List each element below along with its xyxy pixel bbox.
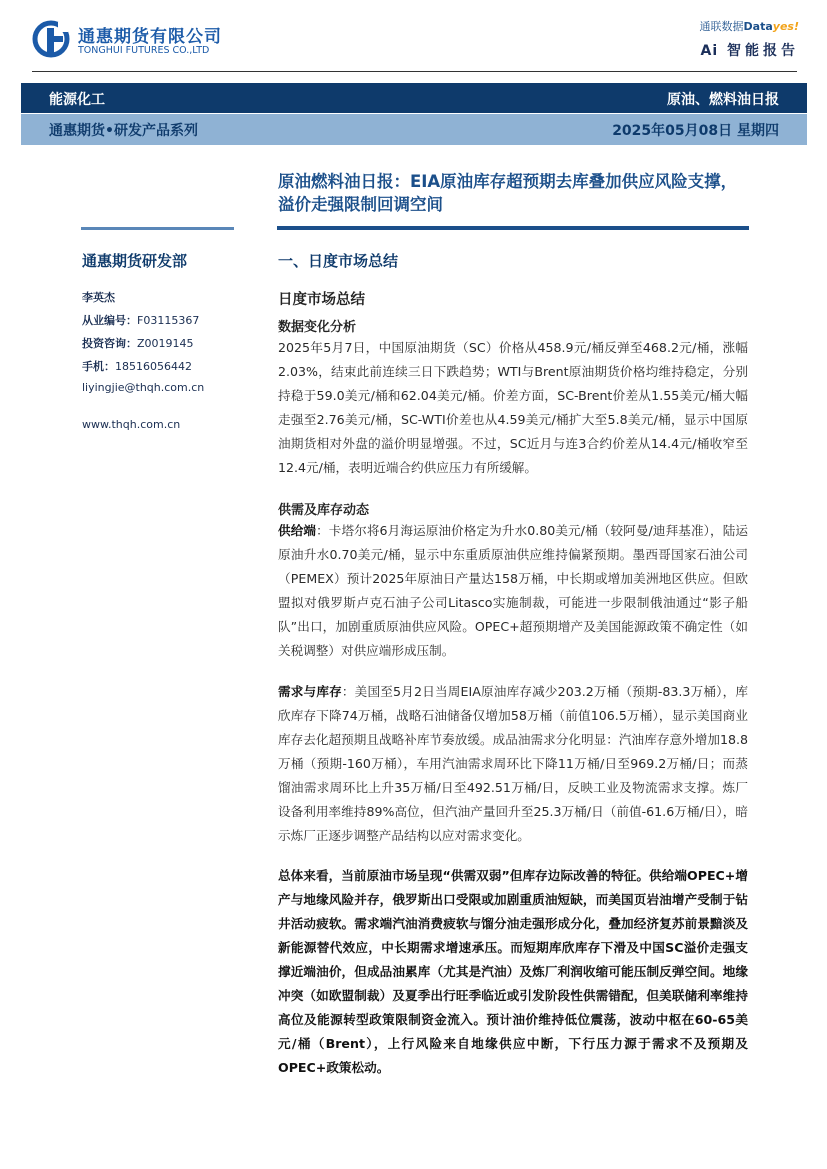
company-name-cn: 通惠期货有限公司	[78, 27, 222, 47]
ai-prefix: Ai	[700, 43, 719, 59]
datayes-brand	[700, 18, 799, 34]
department-name: 通惠期货研发部	[82, 252, 188, 270]
phone-number: 手机：18516056442	[82, 360, 192, 373]
company-name-en: TONGHUI FUTURES CO.,LTD	[78, 45, 210, 56]
summary-paragraph: 总体来看，当前原油市场呈现“供需双弱”但库存边际改善的特征。供给端OPEC+增产与地缘风险并存，俄罗斯出口受限或加剧重质油短缺，而美国页岩油增产受制于钻井活动疲软。需求端汽油消费疲软与馏分油走强形成分化，叠加经济复苏前景黯淡及新能源替代效应，中长期需求增速承压。而短期库欣库存下滑及中国SC溢价走强支撑近端油价，但成品油累库（尤其是汽油）及炼厂利润收缩可能压制反弹空间。地缘冲突（如欧盟制裁）及夏季出行旺季临近或引发阶段性供需错配，但美联储利率维持高位及能源转型政策限制资金流入。预计油价维持低位震荡，波动中枢在60-65美元/桶（Brent），上行风险来自地缘供应中断，下行压力源于需求不及预期及OPEC+政策松动。	[278, 868, 748, 1075]
demand-lead: 需求与库存	[278, 684, 342, 699]
header-divider	[32, 71, 797, 72]
section-heading: 一、日度市场总结	[278, 252, 399, 270]
supply-paragraph	[278, 519, 748, 663]
supply-lead: 供给端	[278, 523, 317, 538]
ai-report-text: 智能报告	[727, 43, 799, 59]
report-title: 原油燃料油日报：EIA原油库存超预期去库叠加供应风险支撑，溢价走强限制回调空间	[278, 172, 738, 214]
ai-report-label	[700, 40, 799, 60]
datayes-yes: yes!	[772, 20, 799, 33]
website-link[interactable]: www.thqh.com.cn	[82, 418, 181, 431]
series-label: 通惠期货•研发产品系列	[49, 123, 198, 139]
sector-label: 能源化工	[49, 92, 105, 108]
demand-paragraph	[278, 680, 748, 848]
data-analysis-heading: 数据变化分析	[278, 320, 357, 335]
sector-banner	[21, 83, 807, 113]
demand-text: ：美国至5月2日当周EIA原油库存减少203.2万桶（预期-83.3万桶），库欣库存下降74万桶，战略石油储备仅增加58万桶（前值106.5万桶），显示美国商业库存去化超预期且战略补库节奏放缓。成品油需求分化明显：汽油库存意外增加18.8万桶（预期-160万桶），车用汽油需求周环比下降11万桶/日至969.2万桶/日；而蒸馏油需求周环比上升35万桶/日至492.51万桶/日，反映工业及物流需求支撑。炼厂设备利用率维持89%高位，但汽油产量回升至25.3万桶/日（前值-61.6万桶/日），暗示炼厂正逐步调整产品结构以应对需求变化。	[278, 684, 749, 843]
series-banner	[21, 114, 807, 145]
email-link[interactable]: liyingjie@thqh.com.cn	[82, 381, 205, 394]
subsection-heading: 日度市场总结	[278, 292, 365, 308]
report-type-label: 原油、燃料油日报	[667, 92, 779, 108]
license-number: 从业编号：F03115367	[82, 314, 200, 327]
supply-text: ：卡塔尔将6月海运原油价格定为升水0.80美元/桶（较阿曼/迪拜基准），陆运原油升水0.70美元/桶，显示中东重质原油供应维持偏紧预期。墨西哥国家石油公司（PEMEX）预计2025年原油日产量达158万桶，中长期或增加美洲地区供应。但欧盟拟对俄罗斯卢克石油子公司Litasco实施制裁，可能进一步限制俄油通过“影子船队”出口，加剧重质原油供应风险。OPEC+超预期增产及美国能源政策不确定性（如关税调整）对供应端形成压制。	[278, 523, 748, 658]
supply-demand-heading: 供需及库存动态	[278, 503, 370, 518]
datayes-data: Data	[743, 20, 773, 33]
datayes-prefix: 通联数据	[699, 20, 744, 33]
invest-consult-number: 投资咨询：Z0019145	[82, 337, 194, 350]
data-analysis-paragraph: 2025年5月7日，中国原油期货（SC）价格从458.9元/桶反弹至468.2元/桶，涨幅2.03%，结束此前连续三日下跌趋势；WTI与Brent原油期货价格均维持稳定，分别持稳于59.0美元/桶和62.04美元/桶。价差方面，SC-Brent价差从1.55美元/桶大幅走强至2.76美元/桶，SC-WTI价差也从4.59美元/桶扩大至5.8美元/桶，显示中国原油期货相对外盘的溢价明显增强。不过，SC近月与连3合约价差从14.4元/桶收窄至12.4元/桶，表明近端合约供应压力有所缓解。	[278, 340, 748, 475]
title-divider	[277, 226, 749, 230]
company-logo-icon	[32, 20, 70, 58]
sidebar-divider	[81, 227, 234, 230]
analyst-name: 李英杰	[82, 291, 115, 304]
report-date: 2025年05月08日 星期四	[612, 123, 779, 139]
ai-report-brand	[700, 18, 799, 60]
